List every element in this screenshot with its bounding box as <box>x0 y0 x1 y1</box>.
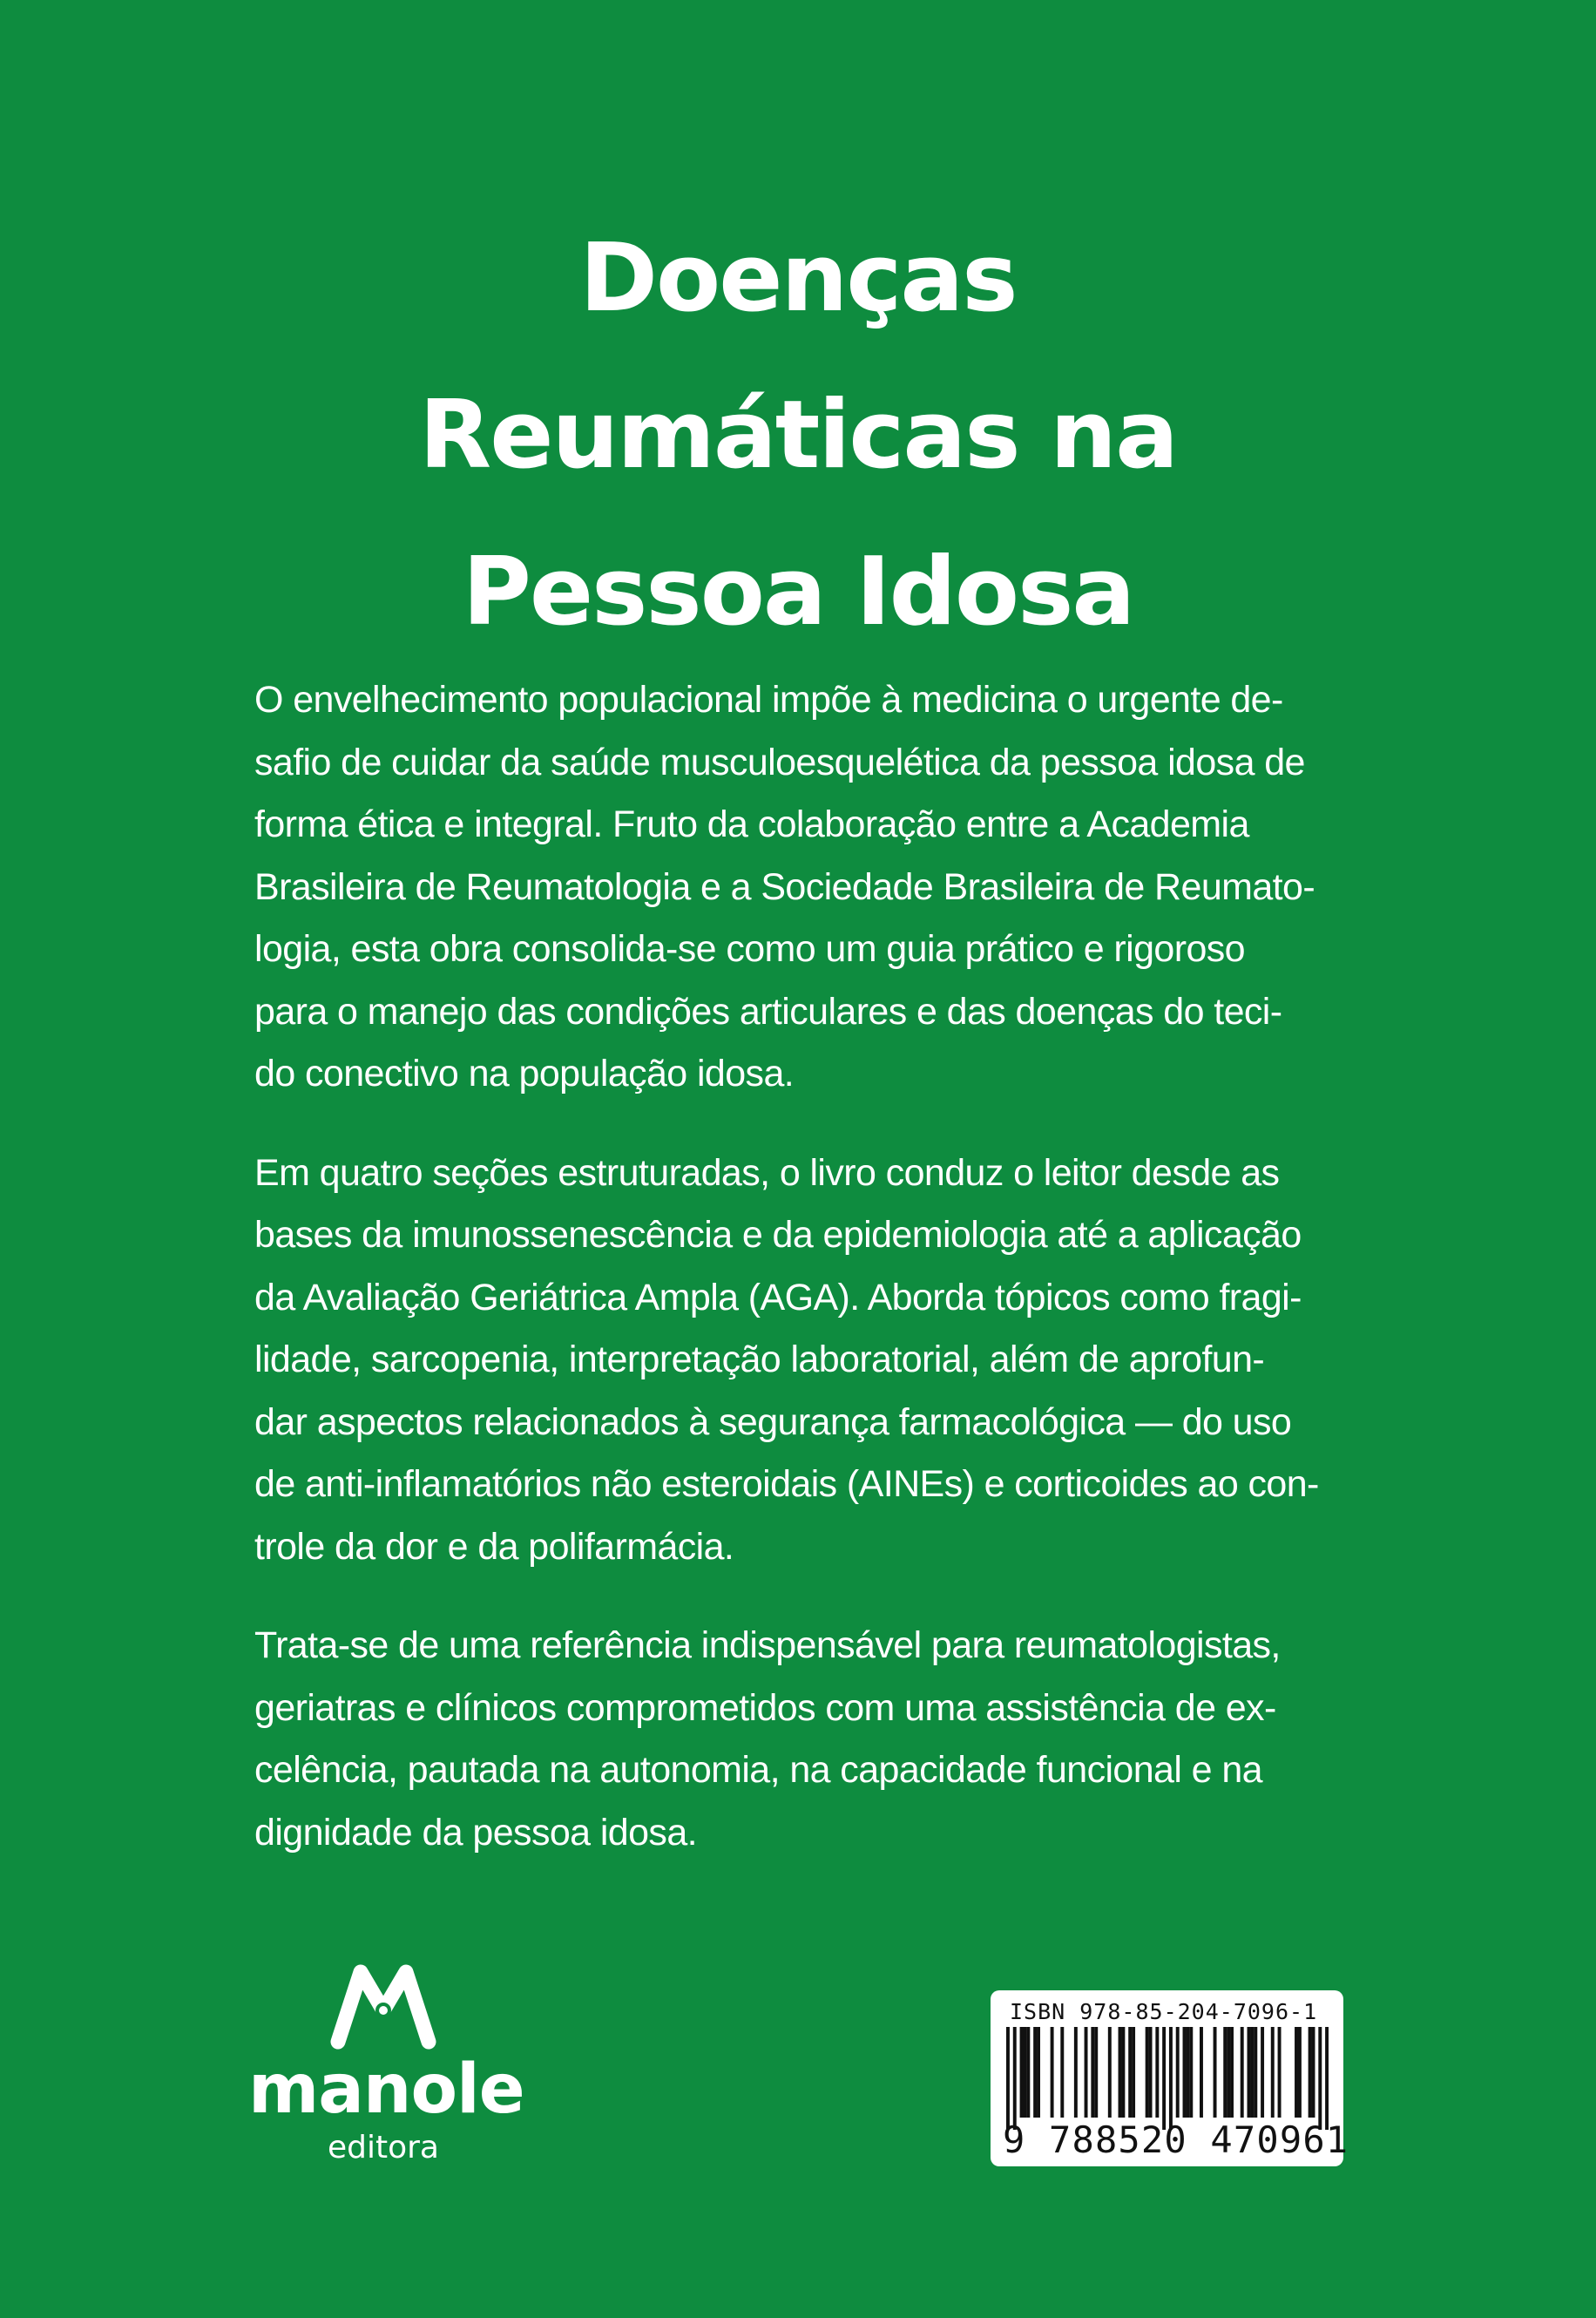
barcode-bar <box>1295 2027 1298 2118</box>
barcode-bar <box>1132 2027 1135 2118</box>
barcode-bar <box>1189 2027 1193 2118</box>
book-title <box>0 200 1596 671</box>
barcode-bar <box>1037 2027 1040 2118</box>
text-line: celência, pautada na autonomia, na capacidade funcional e na <box>254 1749 1262 1791</box>
publisher-logo <box>248 1956 524 2166</box>
manole-m-logo-icon <box>322 1956 444 2052</box>
barcode-bar <box>1006 2027 1010 2130</box>
text-line: da Avaliação Geriátrica Ampla (AGA). Aborda tópicos como fragi- <box>254 1276 1302 1318</box>
text-line: Trata-se de uma referência indispensável para reumatologistas, <box>254 1624 1281 1666</box>
text-line: safio de cuidar da saúde musculoesquelética da pessoa idosa de <box>254 741 1305 783</box>
barcode-bar <box>1248 2027 1251 2118</box>
text-line: trole da dor e da polifarmácia. <box>254 1525 734 1568</box>
barcode-bar <box>1108 2027 1112 2118</box>
blurb-paragraph-2 <box>254 1142 1342 1579</box>
publisher-subtitle: editora <box>327 2130 439 2166</box>
title-line: Reumáticas na <box>419 381 1177 490</box>
barcode-bar <box>1278 2027 1282 2118</box>
barcode-bar <box>1033 2027 1037 2118</box>
publisher-name: manole <box>248 2050 524 2129</box>
text-line: Brasileira de Reumatologia e a Sociedade Brasileira de Reumato- <box>254 865 1315 908</box>
barcode-bar <box>1186 2027 1189 2118</box>
barcode-bar <box>1254 2027 1257 2118</box>
text-line: lidade, sarcopenia, interpretação laboratorial, além de aprofun- <box>254 1339 1265 1380</box>
barcode-bar <box>1013 2027 1017 2130</box>
barcode-bar <box>1155 2027 1159 2118</box>
barcode-bar <box>1023 2027 1026 2118</box>
barcode-bar <box>1119 2027 1122 2118</box>
barcode-bar <box>1325 2027 1329 2130</box>
barcode-bar <box>1146 2027 1149 2118</box>
barcode-bar <box>1091 2027 1094 2118</box>
barcode-bar <box>1227 2027 1230 2118</box>
barcode-bar <box>1074 2027 1078 2118</box>
isbn-barcode <box>991 1990 1349 2166</box>
back-cover-blurb <box>254 669 1342 1901</box>
text-line: O envelhecimento populacional impõe à medicina o urgente de- <box>254 679 1283 721</box>
barcode-bar <box>1241 2027 1244 2118</box>
barcode-bar <box>1085 2027 1088 2118</box>
barcode-bar <box>1026 2027 1030 2118</box>
isbn-label: ISBN 978-85-204-7096-1 <box>1010 1999 1318 2024</box>
text-line: de anti-inflamatórios não esteroidais (AINEs) e corticoides ao con- <box>254 1463 1319 1505</box>
barcode-bar <box>1149 2027 1153 2118</box>
barcode-bar <box>1309 2027 1312 2118</box>
barcode-bar <box>1271 2027 1275 2118</box>
barcode-bar <box>1176 2027 1180 2118</box>
barcode-bar <box>1318 2027 1322 2130</box>
barcode-bar <box>1121 2027 1125 2118</box>
barcode-bar <box>1162 2027 1166 2130</box>
text-line: logia, esta obra consolida-se como um guia prático e rigoroso <box>254 928 1245 970</box>
barcode-bar <box>1200 2027 1203 2118</box>
barcode-bar <box>1183 2027 1187 2118</box>
blurb-paragraph-3 <box>254 1615 1342 1864</box>
title-line: Doenças <box>579 224 1017 333</box>
text-line: bases da imunossenescência e da epidemiologia até a aplicação <box>254 1214 1302 1256</box>
text-line: para o manejo das condições articulares e das doenças do teci- <box>254 990 1282 1033</box>
barcode-bar <box>1214 2027 1217 2118</box>
title-line: Pessoa Idosa <box>462 538 1134 647</box>
barcode-bar <box>1250 2027 1254 2118</box>
barcode-bar <box>1020 2027 1024 2118</box>
barcode-bar <box>1094 2027 1098 2118</box>
barcode-bar <box>1261 2027 1264 2118</box>
text-line: forma ética e integral. Fruto da colaboração entre a Academia <box>254 803 1249 845</box>
barcode-bar <box>1060 2027 1064 2118</box>
text-line: do conectivo na população idosa. <box>254 1053 795 1095</box>
barcode-bar <box>1298 2027 1302 2118</box>
text-line: geriatras e clínicos comprometidos com uma assistência de ex- <box>254 1686 1276 1729</box>
barcode-bar <box>1169 2027 1173 2130</box>
barcode-bar <box>1223 2027 1227 2118</box>
text-line: dar aspectos relacionados à segurança farmacológica — do uso <box>254 1400 1292 1443</box>
ean13-barcode-icon <box>1006 2027 1329 2130</box>
barcode-bar <box>1230 2027 1234 2118</box>
barcode-bar <box>1312 2027 1315 2118</box>
barcode-digits: 9 788520 470961 <box>1003 2118 1349 2161</box>
barcode-bar <box>1051 2027 1054 2118</box>
blurb-paragraph-1 <box>254 669 1342 1106</box>
text-line: Em quatro seções estruturadas, o livro conduz o leitor desde as <box>254 1151 1280 1194</box>
text-line: dignidade da pessoa idosa. <box>254 1811 697 1854</box>
barcode-bar <box>1128 2027 1132 2118</box>
